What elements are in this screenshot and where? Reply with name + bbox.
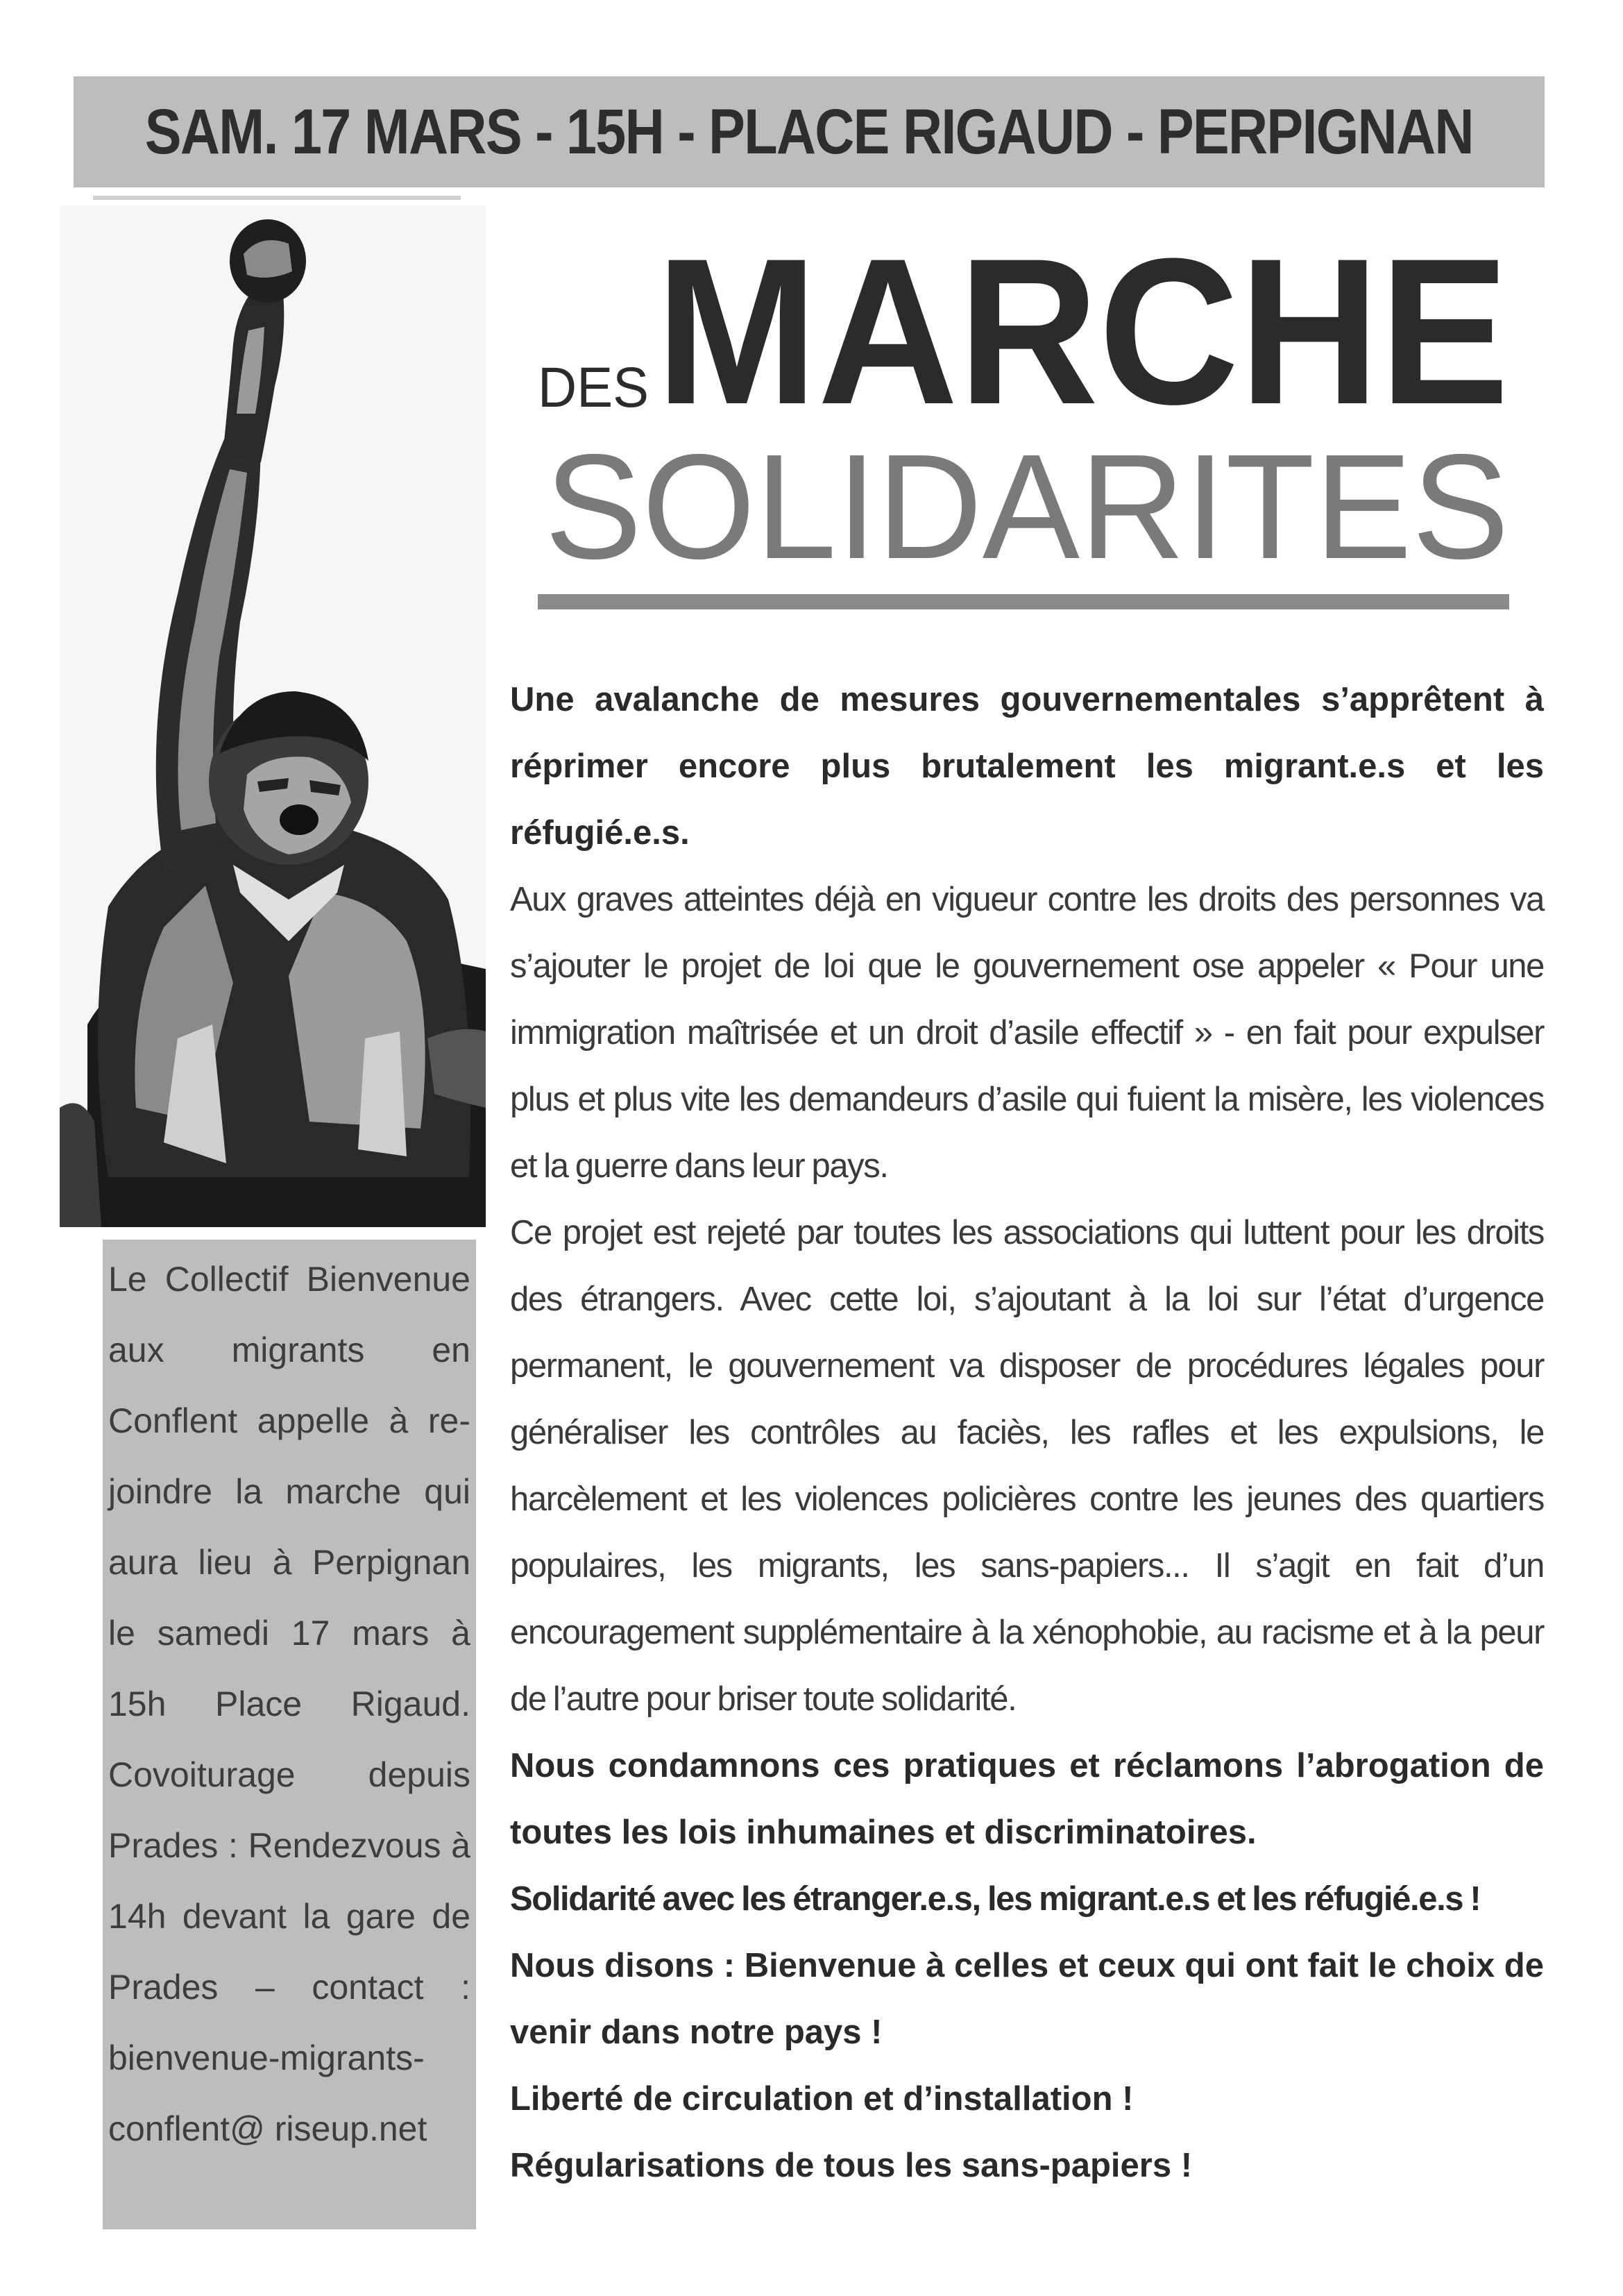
header-banner xyxy=(74,76,1545,187)
logo-underline xyxy=(538,594,1509,609)
logo-des: DES xyxy=(538,356,649,419)
paragraph-condamnons: Nous condamnons ces pratiques et réclamons l’abrogation de toutes les lois inhumaines et discriminatoires. xyxy=(510,1747,1544,1851)
paragraph-regularisations: Régularisations de tous les sans-papiers ! xyxy=(510,2147,1193,2184)
paragraph-projet-loi: Aux graves atteintes déjà en vigueur contre les droits des personnes va s’ajouter le projet de loi que le gouvernement ose appeler « Pour une immigration maîtrisée et un droit d’asile effectif » - en fait pour expulser plus et plus vite les demandeurs d’asile qui fuient la misère, les violences et la guerre dans leur pays. xyxy=(510,881,1544,1185)
paragraph-associations: Ce projet est rejeté par toutes les associations qui luttent pour les droits des étrangers. Avec cette loi, s’ajoutant à la loi sur l’état d’urgence permanent, le gouvernement va disposer de procédures légales pour généraliser les contrôles au faciès, les rafles et les expulsions, le harcèlement et les violences policières contre les jeunes des quartiers populaires, les migrants, les sans-papiers... Il s’agit en fait d’un encouragement supplémentaire à la xénophobie, au racisme et à la peur de l’autre pour briser toute solidarité. xyxy=(510,1214,1544,1718)
paragraph-solidarite: Solidarité avec les étranger.e.s, les migrant.e.s et les réfugié.e.s ! xyxy=(510,1880,1481,1918)
logo-marche: MARCHE xyxy=(656,214,1509,448)
paragraph-bienvenue: Nous disons : Bienvenue à celles et ceux qui ont fait le choix de venir dans notre pays ! xyxy=(510,1947,1544,2051)
info-sidebar xyxy=(103,1240,476,2229)
divider xyxy=(93,196,461,200)
raised-fist-protester-illustration xyxy=(60,205,486,1227)
logo-solidarites: SOLIDARITES xyxy=(545,423,1509,590)
marche-des-solidarites-logo xyxy=(510,205,1537,622)
paragraph-liberte: Liberté de circulation et d’installation ! xyxy=(510,2080,1134,2118)
event-date-location: SAM. 17 MARS - 15H - PLACE RIGAUD - PERPIGNAN xyxy=(144,96,1474,167)
sidebar-text: Le Collectif Bienvenue aux migrants en Conflent appelle à rejoindre la marche qui aura lieu à Perpignan le samedi 17 mars à 15h Place Rigaud. Covoiturage depuis Prades : Rendezvous à 14h devant la gare de Prades – contact : bienvenue-migrants-conflent@ riseup.net xyxy=(108,1260,470,2148)
paragraph-intro: Une avalanche de mesures gouvernementales s’apprêtent à réprimer encore plus brutalement les migrant.e.s et les réfugié.e.s. xyxy=(510,681,1544,852)
main-text xyxy=(510,666,1544,2199)
